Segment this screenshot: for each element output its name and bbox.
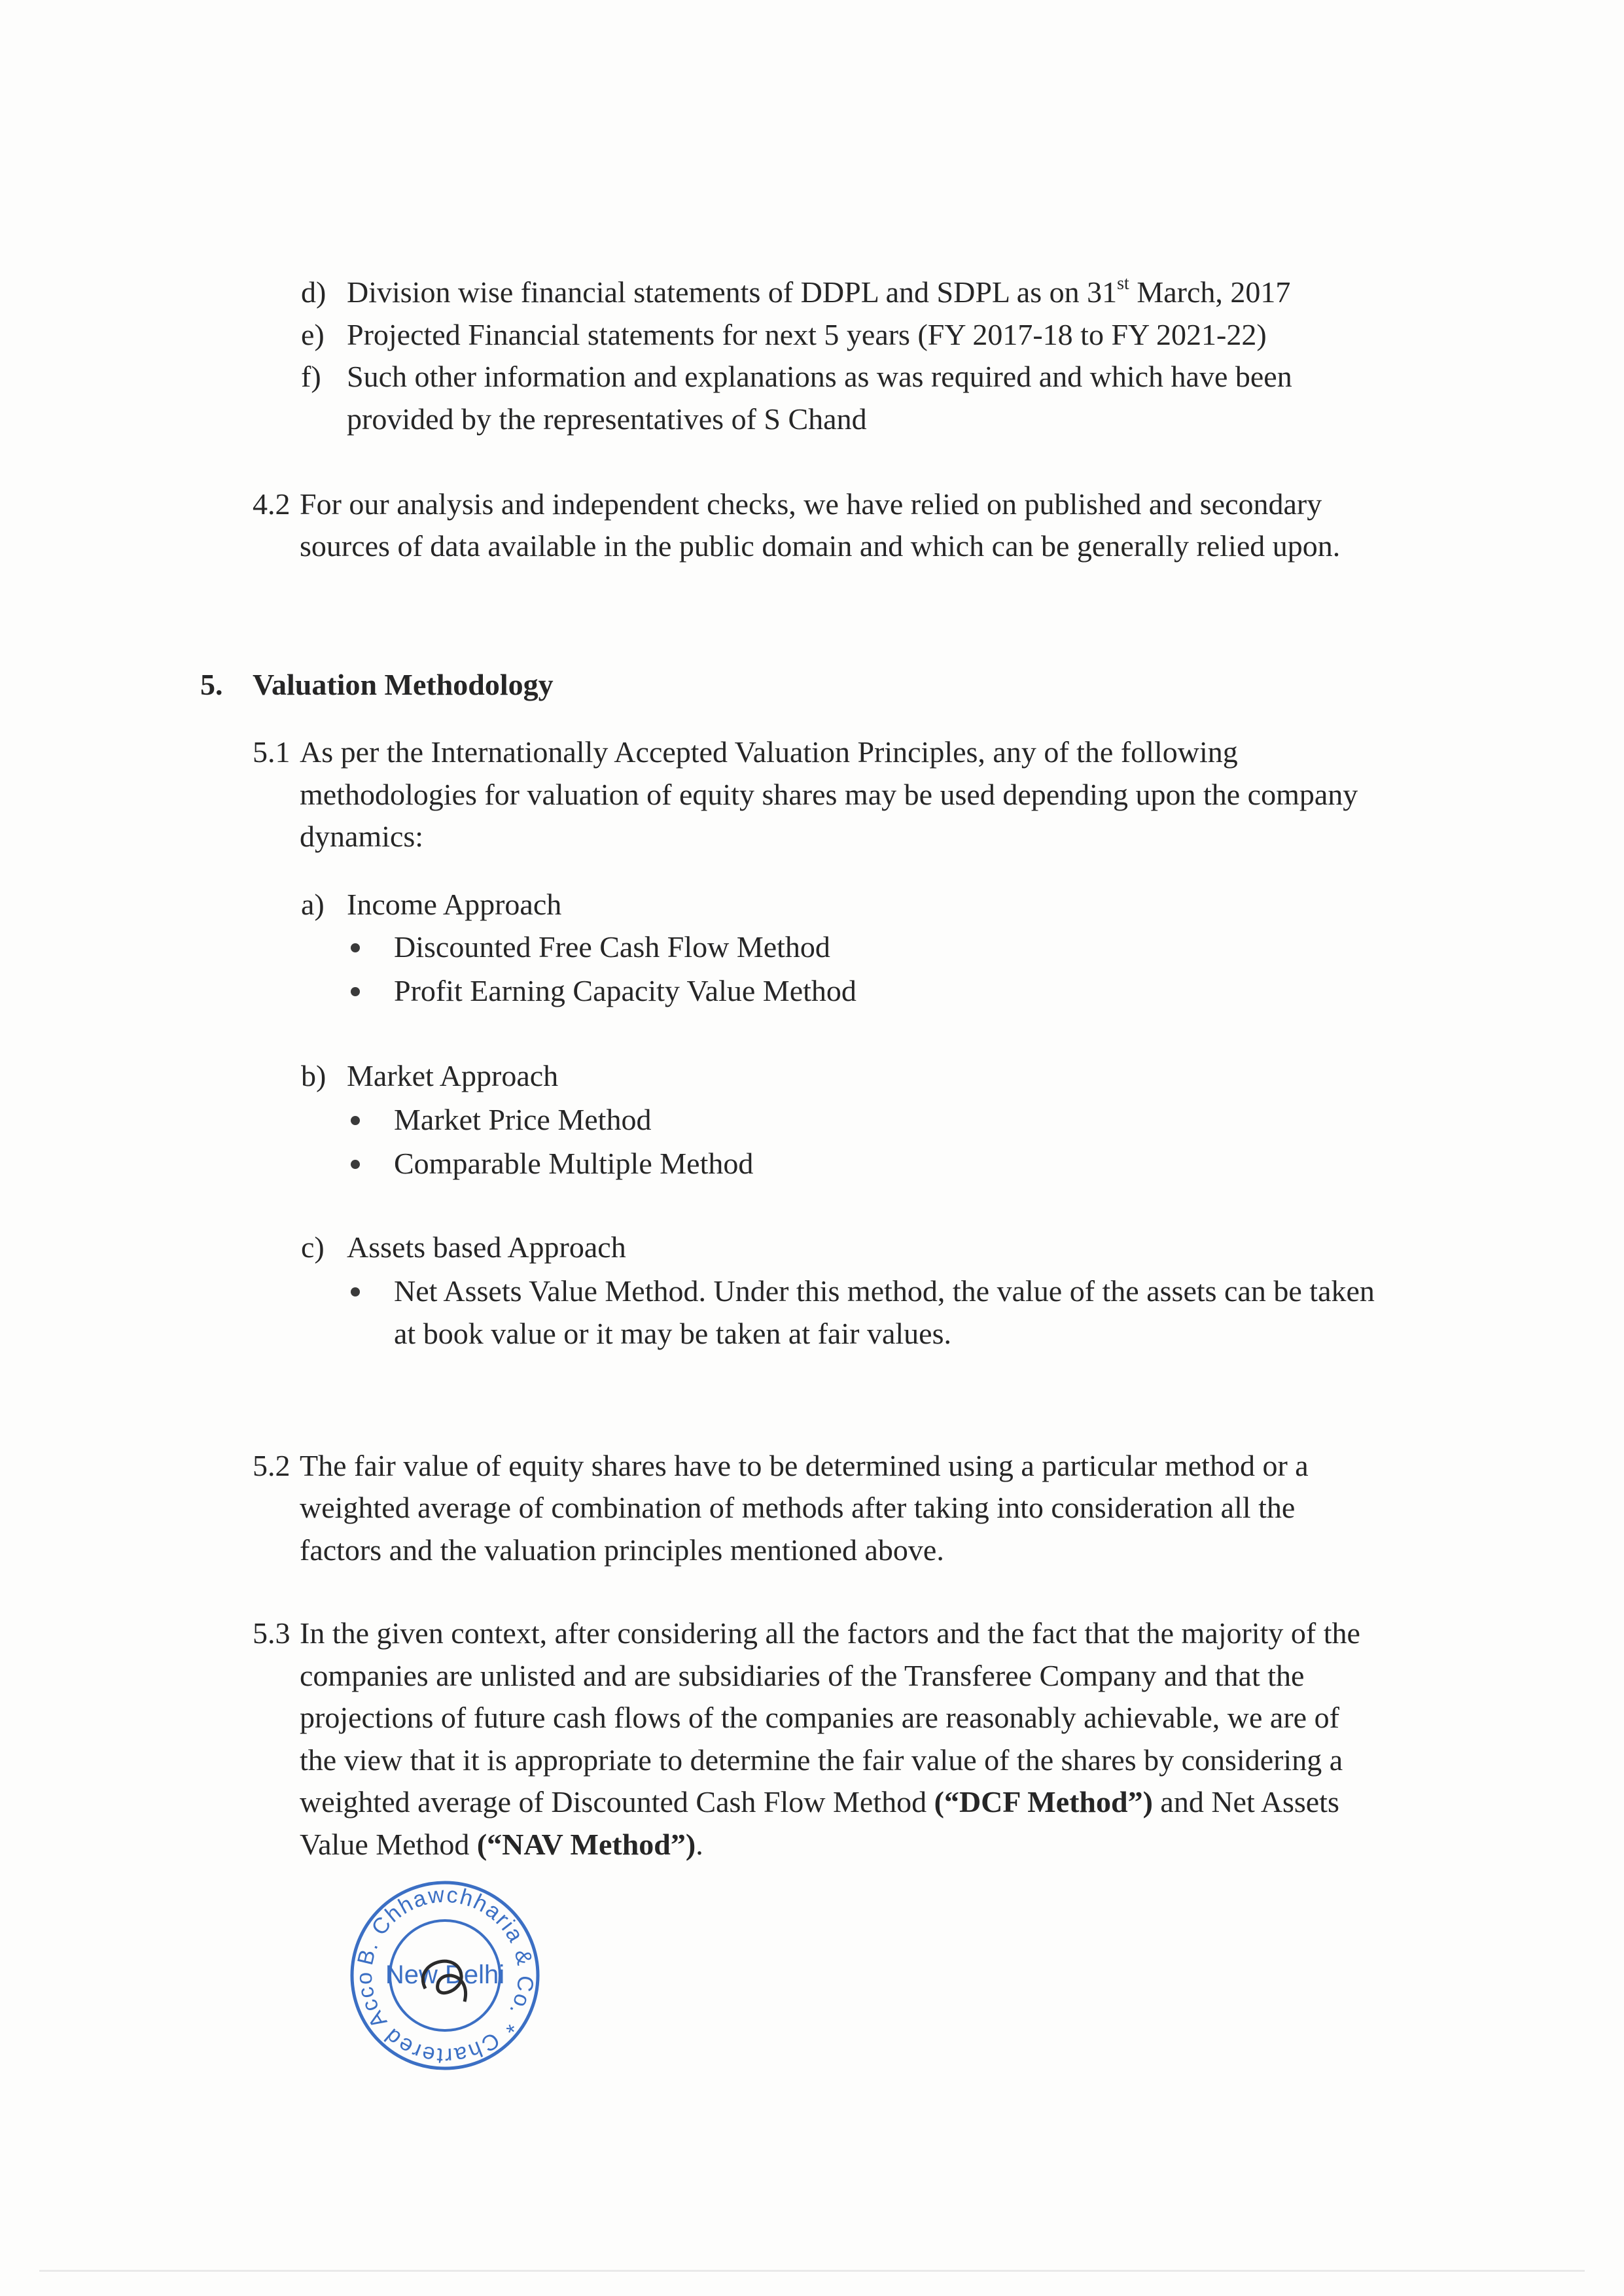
para-5-3-line4: the view that it is appropriate to determine the fair value of the shares by considering a — [300, 1743, 1343, 1777]
approach-a-item-1: Discounted Free Cash Flow Method — [394, 930, 830, 964]
svg-text:New Delhi: New Delhi — [385, 1960, 505, 1989]
para-5-3-line3: projections of future cash flows of the companies are reasonably achievable, we are of — [300, 1701, 1339, 1734]
para-5-1-line1: As per the Internationally Accepted Valuation Principles, any of the following — [300, 735, 1238, 769]
para-5-2-line3: factors and the valuation principles mentioned above. — [300, 1533, 944, 1567]
para-5-2-line1: The fair value of equity shares have to be determined using a particular method or a — [300, 1449, 1309, 1482]
para-5-3-line1: In the given context, after considering all the factors and the fact that the majority of the — [300, 1616, 1360, 1650]
para-5-3-line6-c: . — [696, 1828, 703, 1861]
bullet-dot — [351, 1116, 360, 1125]
stamp-seal-icon — [347, 1877, 543, 2074]
approach-title-c: Assets based Approach — [347, 1230, 626, 1264]
approach-c-item-line2: at book value or it may be taken at fair values. — [394, 1317, 951, 1350]
approach-title-b: Market Approach — [347, 1059, 559, 1092]
list-item-d-tail: March, 2017 — [1129, 275, 1291, 309]
bullet-dot — [351, 1160, 360, 1169]
para-5-3-line6-a: Value Method — [300, 1828, 477, 1861]
para-5-3-line5-a: weighted average of Discounted Cash Flow Method — [300, 1785, 934, 1818]
para-5-3-line2: companies are unlisted and are subsidiaries of the Transferee Company and that the — [300, 1659, 1305, 1692]
para-4-2-line2: sources of data available in the public domain and which can be generally relied upon. — [300, 529, 1341, 563]
para-5-3-line5-c: and Net Assets — [1152, 1785, 1339, 1818]
list-item-d — [347, 271, 1433, 313]
approach-b-item-2: Comparable Multiple Method — [394, 1147, 754, 1180]
list-item-f-line2: provided by the representatives of S Chand — [347, 402, 867, 436]
approach-marker-c: c) — [301, 1230, 325, 1264]
para-5-2-number: 5.2 — [253, 1449, 291, 1482]
approach-marker-a: a) — [301, 888, 325, 921]
dcf-method-term: (“DCF Method”) — [934, 1785, 1153, 1818]
para-5-1-number: 5.1 — [253, 735, 291, 769]
approach-marker-b: b) — [301, 1059, 327, 1092]
list-marker-f: f) — [301, 360, 321, 393]
approach-c-item-line1: Net Assets Value Method. Under this method, the value of the assets can be taken — [394, 1274, 1375, 1308]
bullet-dot — [351, 987, 360, 996]
para-5-3-line6 — [300, 1823, 703, 1866]
list-marker-e: e) — [301, 318, 325, 351]
section-5-number: 5. — [200, 668, 223, 701]
svg-text:B. Chhawchharia & Co. * Charte: B. Chhawchharia & Co. * Chartered Acco — [351, 1882, 538, 2069]
approach-b-item-1: Market Price Method — [394, 1103, 652, 1136]
firm-stamp — [347, 1877, 543, 2074]
list-item-e: Projected Financial statements for next 5 years (FY 2017-18 to FY 2021-22) — [347, 318, 1267, 351]
list-item-d-text: Division wise financial statements of DDPL and SDPL as on 31 — [347, 275, 1118, 309]
approach-title-a: Income Approach — [347, 888, 562, 921]
list-item-f-line1: Such other information and explanations as was required and which have been — [347, 360, 1292, 393]
para-4-2-line1: For our analysis and independent checks, we have relied on published and secondary — [300, 487, 1322, 521]
scan-edge-divider — [39, 2270, 1585, 2272]
bullet-dot — [351, 1287, 360, 1296]
approach-a-item-2: Profit Earning Capacity Value Method — [394, 974, 856, 1007]
bullet-dot — [351, 943, 360, 952]
para-4-2-number: 4.2 — [253, 487, 291, 521]
para-5-3-number: 5.3 — [253, 1616, 291, 1650]
para-5-3-line5 — [300, 1781, 1433, 1823]
list-marker-d: d) — [301, 275, 327, 309]
para-5-1-line3: dynamics: — [300, 820, 424, 853]
nav-method-term: (“NAV Method”) — [476, 1828, 696, 1861]
para-5-1-line2: methodologies for valuation of equity shares may be used depending upon the company — [300, 778, 1358, 811]
list-item-d-sup: st — [1117, 273, 1129, 294]
section-5-title: Valuation Methodology — [253, 668, 554, 701]
para-5-2-line2: weighted average of combination of methods after taking into consideration all the — [300, 1491, 1296, 1524]
